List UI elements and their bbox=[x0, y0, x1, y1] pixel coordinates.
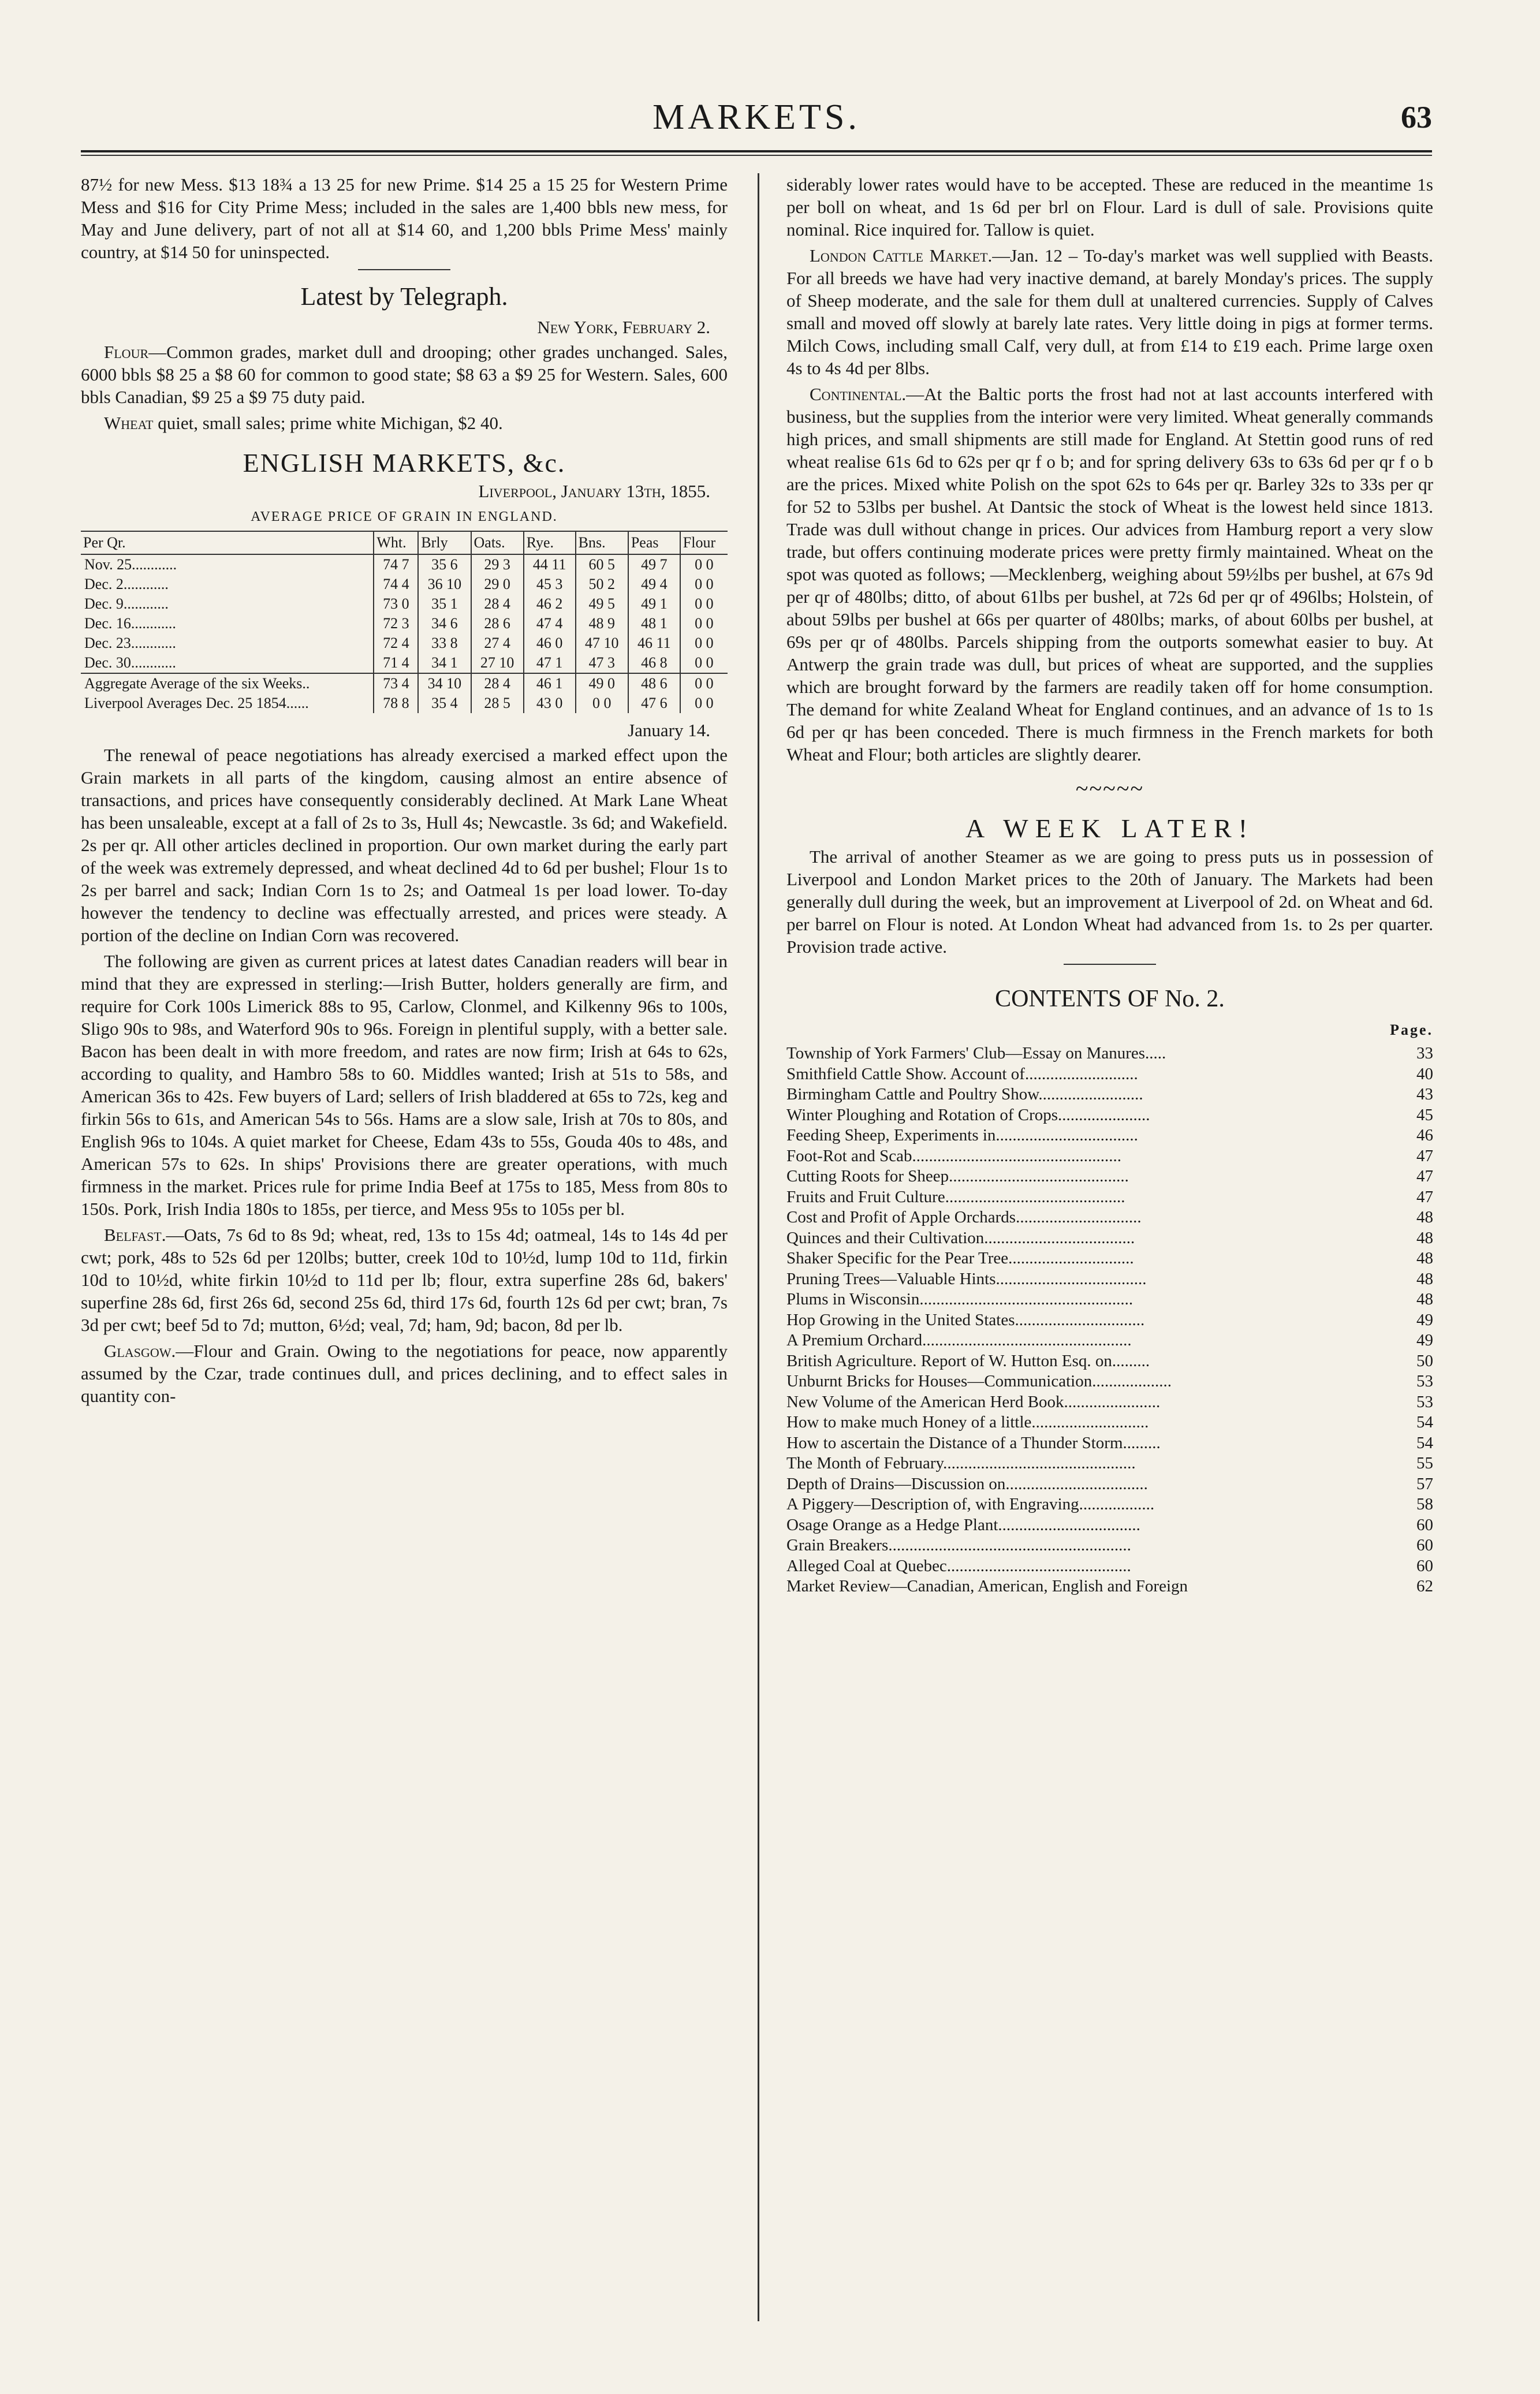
week-later-paragraph: The arrival of another Steamer as we are going to press puts us in possession of Liverpool and London Market prices to the 20th of January. The Markets had been generally dull during the week, but an improvement at Liverpool of 2d. on Wheat and 6d. per barrel on Flour is noted. At London Wheat had advanced from 1s. to 2s per quarter. Provision trade active. bbox=[786, 847, 1433, 957]
grain-table-cell: 35 4 bbox=[418, 693, 471, 713]
flour-paragraph bbox=[81, 341, 728, 408]
flour-label: Flour bbox=[104, 342, 149, 362]
contents-item bbox=[786, 1556, 1433, 1577]
contents-item-page: 60 bbox=[1416, 1536, 1433, 1554]
grain-table-body bbox=[81, 554, 728, 713]
contents-item bbox=[786, 1207, 1433, 1228]
wheat-text: quiet, small sales; prime white Michigan, $2 40. bbox=[153, 413, 503, 433]
grain-table-cell: 46 11 bbox=[628, 633, 680, 653]
contents-item bbox=[786, 1433, 1433, 1454]
contents-item-title: Alleged Coal at Quebec............................................ bbox=[786, 1556, 1131, 1575]
contents-list bbox=[786, 1043, 1433, 1597]
grain-table-cell: 35 1 bbox=[418, 594, 471, 614]
contents-item-page: 54 bbox=[1416, 1433, 1433, 1452]
grain-price-table bbox=[81, 531, 728, 713]
column-divider bbox=[758, 173, 759, 2321]
grain-table-cell: 28 4 bbox=[471, 673, 524, 693]
grain-table-cell: 35 6 bbox=[418, 554, 471, 575]
grain-table-cell: 0 0 bbox=[680, 693, 728, 713]
grain-table-row bbox=[81, 693, 728, 713]
continental-paragraph bbox=[786, 383, 1433, 766]
grain-table-cell: 34 10 bbox=[418, 673, 471, 693]
contents-item-title: Winter Ploughing and Rotation of Crops...................... bbox=[786, 1105, 1150, 1124]
contents-item-title: Pruning Trees—Valuable Hints.................................... bbox=[786, 1269, 1147, 1288]
contents-item-title: Township of York Farmers' Club—Essay on Manures..... bbox=[786, 1044, 1166, 1062]
contents-item bbox=[786, 1392, 1433, 1413]
grain-table-cell: 34 6 bbox=[418, 614, 471, 633]
contents-item bbox=[786, 1494, 1433, 1515]
grain-table-cell: 49 7 bbox=[628, 554, 680, 575]
contents-item-title: British Agriculture. Report of W. Hutton Esq. on......... bbox=[786, 1351, 1150, 1370]
grain-table-cell: 72 3 bbox=[374, 614, 418, 633]
contents-item-page: 43 bbox=[1416, 1085, 1433, 1103]
glasgow-label: Glasgow. bbox=[104, 1341, 176, 1361]
right-column bbox=[786, 173, 1433, 1597]
page-column-label: Page. bbox=[1390, 1021, 1433, 1038]
grain-table-cell: 0 0 bbox=[680, 614, 728, 633]
grain-table-cell: 45 3 bbox=[524, 575, 576, 594]
peace-paragraph: The renewal of peace negotiations has already exercised a marked effect upon the Grain markets in all parts of the kingdom, causing almost an entire absence of transactions, and prices have consequently considerably declined. At Mark Lane Wheat has been unsaleable, except at a fall of 2s to 3s, Hull 4s; Newcastle. 3s 6d; and Wakefield. 2s per qr. All other articles declined in proportion. Our own market during the early part of the week was extremely depressed, and wheat declined 4d to 6d per bushel; Flour 1s to 2s per barrel and sack; Indian Corn 1s to 2s; and Oatmeal 1s per load lower. To-day however the tendency to decline was effectually arrested, and prices were steady. A portion of the decline on Indian Corn was recovered. bbox=[81, 745, 728, 945]
contents-item-page: 53 bbox=[1416, 1392, 1433, 1411]
grain-table-row bbox=[81, 594, 728, 614]
page-number: 63 bbox=[1401, 100, 1432, 135]
contents-item-page: 48 bbox=[1416, 1290, 1433, 1308]
grain-table-cell: 0 0 bbox=[680, 673, 728, 693]
contents-item bbox=[786, 1043, 1433, 1064]
left-column bbox=[81, 173, 728, 1411]
grain-table-cell: Dec. 2............ bbox=[84, 576, 169, 592]
grain-col-header: Brly bbox=[418, 531, 471, 554]
grain-table-cell: 27 10 bbox=[471, 653, 524, 673]
grain-table-row bbox=[81, 575, 728, 594]
grain-table-cell: Dec. 9............ bbox=[84, 595, 169, 612]
contents-item-page: 46 bbox=[1416, 1126, 1433, 1144]
grain-table-cell: 34 1 bbox=[418, 653, 471, 673]
week-later-heading: A WEEK LATER! bbox=[965, 814, 1255, 843]
contents-item-title: Shaker Specific for the Pear Tree.............................. bbox=[786, 1249, 1134, 1267]
contents-item-page: 47 bbox=[1416, 1167, 1433, 1185]
newspaper-page bbox=[81, 87, 1432, 2339]
contents-item-page: 48 bbox=[1416, 1208, 1433, 1226]
grain-table-cell: 29 3 bbox=[471, 554, 524, 575]
contents-item-title: Fruits and Fruit Culture........................................... bbox=[786, 1187, 1125, 1206]
grain-table-cell: 48 1 bbox=[628, 614, 680, 633]
grain-col-header: Per Qr. bbox=[81, 531, 374, 554]
grain-col-header: Bns. bbox=[576, 531, 628, 554]
grain-table-cell: 43 0 bbox=[524, 693, 576, 713]
contents-item-page: 49 bbox=[1416, 1331, 1433, 1349]
glasgow-continued-paragraph: siderably lower rates would have to be accepted. These are reduced in the meantime 1s per boll on wheat, and 1s 6d per brl on Flour. Lard is dull of sale. Provisions quite nominal. Rice inquired for. Tallow is quiet. bbox=[786, 174, 1433, 240]
contents-item-title: Market Review—Canadian, American, English and Foreign bbox=[786, 1577, 1188, 1595]
contents-item bbox=[786, 1064, 1433, 1085]
cattle-text: —Jan. 12 – To-day's market was well supplied with Beasts. For all breeds we have had very inactive demand, at barely Monday's prices. The supply of Sheep moderate, and the sale for them dull at unaltered currencies. Supply of Calves small and moved off slowly at barely late rates. Very little doing in pigs at former terms. Milch Cows, including small Calf, very dull, at from £14 to £19 each. Prime large oxen 4s to 4s 4d per 8lbs. bbox=[786, 245, 1433, 378]
liverpool-dateline: Liverpool, January 13th, 1855. bbox=[478, 481, 710, 501]
grain-col-header: Peas bbox=[628, 531, 680, 554]
grain-table-cell: 44 11 bbox=[524, 554, 576, 575]
grain-table-cell: 33 8 bbox=[418, 633, 471, 653]
grain-table-row bbox=[81, 633, 728, 653]
contents-item-title: A Premium Orchard.................................................. bbox=[786, 1331, 1132, 1349]
contents-item-page: 57 bbox=[1416, 1474, 1433, 1493]
ornament-divider: ~~~~~ bbox=[1075, 775, 1144, 801]
contents-item-page: 48 bbox=[1416, 1228, 1433, 1247]
contents-heading: CONTENTS OF No. 2. bbox=[995, 986, 1225, 1012]
grain-table-cell: 47 10 bbox=[576, 633, 628, 653]
contents-item-title: New Volume of the American Herd Book....................... bbox=[786, 1392, 1161, 1411]
grain-table-cell: Liverpool Averages Dec. 25 1854...... bbox=[84, 695, 309, 711]
contents-item-page: 49 bbox=[1416, 1310, 1433, 1329]
contents-item bbox=[786, 1453, 1433, 1474]
contents-item bbox=[786, 1535, 1433, 1556]
contents-item-title: Depth of Drains—Discussion on.................................. bbox=[786, 1474, 1148, 1493]
contents-item bbox=[786, 1371, 1433, 1392]
contents-item-title: Osage Orange as a Hedge Plant.................................. bbox=[786, 1515, 1140, 1534]
cattle-paragraph bbox=[786, 244, 1433, 379]
grain-table-cell: 74 4 bbox=[374, 575, 418, 594]
contents-item-title: Unburnt Bricks for Houses—Communication................... bbox=[786, 1372, 1172, 1390]
grain-table-cell: 0 0 bbox=[680, 633, 728, 653]
grain-table-cell: Aggregate Average of the six Weeks.. bbox=[81, 673, 374, 693]
grain-table-cell: 49 1 bbox=[628, 594, 680, 614]
contents-item-page: 55 bbox=[1416, 1454, 1433, 1472]
current-prices-paragraph: The following are given as current prices at latest dates Canadian readers will bear in mind that they are expressed in sterling:—Irish Butter, holders generally are firm, and require for Cork 100s Limerick 88s to 95, Carlow, Clonmel, and Kilkenny 96s to 100s, Sligo 90s to 98s, and Waterford 90s to 96s. Foreign in plentiful supply, with a better sale. Bacon has been dealt in with more freedom, and rates are now firm; Irish at 64s to 62s, according to quality, and Hambro 58s to 60. Middles wanted; Irish at 51s to 58s, and American 36s to 42s. Few buyers of Lard; sellers of Irish bladdered at 65s to 72s, keg and firkin 56s to 61s, and American 54s to 56s. Hams are a slow sale, Irish at 70s to 80s, and English 96s to 104s. A quiet market for Cheese, Edam 43s to 55s, Gouda 40s to 48s, and American 57s to 62s. In ships' Provisions there are greater operations, with much firmness in the market. Prices rule for prime India Beef at 175s to 185, Mess from 80s to 150s. Pork, Irish India 180s to 185s, per tierce, and Mess 95s to 105s per bl. bbox=[81, 951, 728, 1219]
grain-table-cell: 73 4 bbox=[374, 673, 418, 693]
contents-item-page: 48 bbox=[1416, 1269, 1433, 1288]
week-later-section bbox=[786, 814, 1433, 958]
telegraph-dateline: New York, February 2. bbox=[537, 317, 710, 337]
grain-table-cell: 36 10 bbox=[418, 575, 471, 594]
contents-item-title: How to ascertain the Distance of a Thunder Storm......... bbox=[786, 1433, 1161, 1452]
grain-table-cell: 28 4 bbox=[471, 594, 524, 614]
contents-item bbox=[786, 1269, 1433, 1290]
contents-item-title: Birmingham Cattle and Poultry Show......................... bbox=[786, 1085, 1143, 1103]
wheat-label: Wheat bbox=[104, 413, 154, 433]
grain-table-cell: 0 0 bbox=[576, 693, 628, 713]
header-rule bbox=[81, 155, 1432, 156]
grain-table-cell: 74 7 bbox=[374, 554, 418, 575]
flour-text: —Common grades, market dull and drooping; other grades unchanged. Sales, 6000 bbls $8 25 a $8 60 for common to good state; $8 63 a $9 25 for Western. Sales, 600 bbls Canadian, $9 25 a $9 75 duty paid. bbox=[81, 342, 728, 407]
telegraph-heading: Latest by Telegraph. bbox=[300, 282, 508, 311]
grain-table-cell: 47 6 bbox=[628, 693, 680, 713]
grain-table-cell: 71 4 bbox=[374, 653, 418, 673]
contents-item-title: Cutting Roots for Sheep........................................... bbox=[786, 1167, 1129, 1185]
grain-table-cell: 49 5 bbox=[576, 594, 628, 614]
grain-table-cell: 48 6 bbox=[628, 673, 680, 693]
grain-table-cell: 46 2 bbox=[524, 594, 576, 614]
grain-col-header: Rye. bbox=[524, 531, 576, 554]
belfast-text: —Oats, 7s 6d to 8s 9d; wheat, red, 13s to 15s 4d; oatmeal, 14s to 14s 4d per cwt; pork, 48s to 52s 6d per 120lbs; butter, creek 10d to 10½d, lump 10d to 11d, firkin 10d to 10½d, white firkin 10½d to 11d per lb; flour, extra superfine 28s 6d, bakers' superfine 28s 6d, first 26s 6d, second 25s 6d, third 17s 6d, fourth 12s 6d per cwt; bran, 7s 3d per cwt; beef 5d to 7d; mutton, 6½d; veal, 7d; ham, 9d; bacon, 8d per lb. bbox=[81, 1225, 728, 1335]
contents-item bbox=[786, 1310, 1433, 1331]
contents-item-title: Smithfield Cattle Show. Account of........................... bbox=[786, 1064, 1138, 1083]
grain-table-cell: 78 8 bbox=[374, 693, 418, 713]
contents-item-title: A Piggery—Description of, with Engraving.................. bbox=[786, 1495, 1155, 1513]
contents-item-title: Foot-Rot and Scab.................................................. bbox=[786, 1146, 1121, 1165]
grain-table-cell: 27 4 bbox=[471, 633, 524, 653]
contents-item bbox=[786, 1125, 1433, 1146]
glasgow-text: —Flour and Grain. Owing to the negotiations for peace, now apparently assumed by the Czar, trade continues dull, and prices declining, and to effect sales in quantity con- bbox=[81, 1341, 728, 1406]
contents-item-page: 47 bbox=[1416, 1146, 1433, 1165]
grain-table-header bbox=[81, 531, 728, 554]
continental-text: —At the Baltic ports the frost had not at last accounts interfered with business, but the supplies from the interior were very limited. Wheat generally commands high prices, and small shipments are still made for England. At Stettin good runs of red wheat realise 61s 6d to 62s per qr f o b; and for spring delivery 63s to 63s 6d per qr f o b are the prices. Mixed white Polish on the spot 62s to 64s per qr. Barley 32s to 33s per qr for 52 to 53lbs per bushel. At Dantsic the stock of Wheat is the lowest held since 1813. Trade was dull without change in prices. Our advices from Hamburg report a very slow trade, but offers continuing moderate prices were pretty firmly maintained. Wheat on the spot was quoted as follows; —Mecklenberg, weighing about 59½lbs per bushel, at 67s 9d per qr of 480lbs; ditto, of about 61lbs per bushel, at 72s 6d per qr of 496lbs; Holstein, of about 59lbs per bushel at 66s per quarter of 480lbs; marks, of about 60lbs per bushel, at 69s per qr of 480lbs. Parcels shipping from the outports somewhat easier to buy. At Antwerp the grain trade was dull, but prices of wheat are supported, and the supplies which are brought forward by the farmers are readily taken off for home consumption. The demand for white Zealand Wheat for England continues, and an advance of 1s to 1s 6d per qr has been conceded. There is much firmness in the French markets for both Wheat and Flour; both articles are slightly dearer. bbox=[786, 384, 1433, 765]
contents-item bbox=[786, 1474, 1433, 1495]
page-title: MARKETS. bbox=[652, 98, 860, 137]
grain-table-cell: 0 0 bbox=[680, 554, 728, 575]
contents-item-page: 53 bbox=[1416, 1372, 1433, 1390]
contents-item bbox=[786, 1576, 1433, 1597]
grain-table-cell: Dec. 16............ bbox=[84, 615, 176, 632]
grain-table-cell: 28 5 bbox=[471, 693, 524, 713]
contents-item-page: 48 bbox=[1416, 1249, 1433, 1267]
january-14-dateline: January 14. bbox=[628, 720, 710, 740]
contents-item-title: Quinces and their Cultivation.................................... bbox=[786, 1228, 1135, 1247]
contents-item bbox=[786, 1330, 1433, 1351]
contents-item-page: 40 bbox=[1416, 1064, 1433, 1083]
contents-item-page: 58 bbox=[1416, 1495, 1433, 1513]
section-rule-2 bbox=[1064, 964, 1156, 965]
contents-item bbox=[786, 1084, 1433, 1105]
grain-table-cell: 46 8 bbox=[628, 653, 680, 673]
contents-item-page: 54 bbox=[1416, 1413, 1433, 1431]
grain-col-header: Oats. bbox=[471, 531, 524, 554]
wheat-paragraph bbox=[81, 412, 728, 434]
grain-table-cell: 0 0 bbox=[680, 594, 728, 614]
glasgow-paragraph bbox=[81, 1340, 728, 1407]
contents-item bbox=[786, 1289, 1433, 1310]
contents-item-title: Hop Growing in the United States............................... bbox=[786, 1310, 1145, 1329]
contents-item-page: 45 bbox=[1416, 1105, 1433, 1124]
grain-table-cell: 28 6 bbox=[471, 614, 524, 633]
grain-col-header: Flour bbox=[680, 531, 728, 554]
grain-table-row bbox=[81, 554, 728, 575]
cattle-label: London Cattle Market. bbox=[810, 245, 993, 266]
continental-label: Continental. bbox=[810, 384, 907, 404]
contents-item-page: 60 bbox=[1416, 1515, 1433, 1534]
contents-item-page: 47 bbox=[1416, 1187, 1433, 1206]
grain-table-cell: 46 0 bbox=[524, 633, 576, 653]
contents-item-title: Plums in Wisconsin................................................... bbox=[786, 1290, 1133, 1308]
contents-item-title: Feeding Sheep, Experiments in.................................. bbox=[786, 1126, 1138, 1144]
contents-item bbox=[786, 1146, 1433, 1167]
contents-item-title: The Month of February.............................................. bbox=[786, 1454, 1136, 1472]
grain-table-cell: 73 0 bbox=[374, 594, 418, 614]
grain-table-cell: 72 4 bbox=[374, 633, 418, 653]
grain-table-cell: 47 3 bbox=[576, 653, 628, 673]
grain-table-cell: 49 0 bbox=[576, 673, 628, 693]
grain-table-cell: Nov. 25............ bbox=[84, 556, 177, 573]
belfast-paragraph bbox=[81, 1224, 728, 1336]
contents-item bbox=[786, 1187, 1433, 1208]
grain-table-row bbox=[81, 653, 728, 673]
grain-col-header: Wht. bbox=[374, 531, 418, 554]
grain-table-cell: 0 0 bbox=[680, 575, 728, 594]
grain-table-cell: 48 9 bbox=[576, 614, 628, 633]
grain-table-row bbox=[81, 673, 728, 693]
contents-item-title: Grain Breakers.......................................................... bbox=[786, 1536, 1131, 1554]
grain-table-row bbox=[81, 614, 728, 633]
contents-item-title: Cost and Profit of Apple Orchards.............................. bbox=[786, 1208, 1142, 1226]
english-markets-heading: ENGLISH MARKETS, &c. bbox=[243, 448, 566, 478]
grain-table-cell: 49 4 bbox=[628, 575, 680, 594]
grain-table-cell: 46 1 bbox=[524, 673, 576, 693]
grain-table-cell: 47 4 bbox=[524, 614, 576, 633]
contents-item bbox=[786, 1228, 1433, 1249]
grain-table-cell: 50 2 bbox=[576, 575, 628, 594]
contents-item-page: 60 bbox=[1416, 1556, 1433, 1575]
page-header bbox=[81, 87, 1432, 152]
contents-item bbox=[786, 1166, 1433, 1187]
contents-item-page: 50 bbox=[1416, 1351, 1433, 1370]
contents-section bbox=[786, 988, 1433, 1597]
contents-item bbox=[786, 1412, 1433, 1433]
grain-table-cell: 0 0 bbox=[680, 653, 728, 673]
contents-item-page: 62 bbox=[1416, 1577, 1433, 1595]
contents-item-title: How to make much Honey of a little............................ bbox=[786, 1413, 1149, 1431]
contents-item bbox=[786, 1515, 1433, 1536]
provisions-paragraph: 87½ for new Mess. $13 18¾ a 13 25 for new Prime. $14 25 a 15 25 for Western Prime Mess and $16 for City Prime Mess; included in the sales are 1,400 bbls new mess, for May and June delivery, part of not all at $14 60, and 1,200 bbls Prime Mess' mainly country, at $14 50 for uninspected. bbox=[81, 174, 728, 262]
belfast-label: Belfast. bbox=[104, 1225, 166, 1245]
section-rule bbox=[358, 269, 450, 270]
grain-table-cell: 47 1 bbox=[524, 653, 576, 673]
contents-item-page: 33 bbox=[1416, 1044, 1433, 1062]
grain-table-cell: 60 5 bbox=[576, 554, 628, 575]
contents-item bbox=[786, 1248, 1433, 1269]
grain-table-cell: Dec. 30............ bbox=[84, 654, 176, 671]
contents-item bbox=[786, 1105, 1433, 1126]
grain-table-title: AVERAGE PRICE OF GRAIN IN ENGLAND. bbox=[251, 509, 558, 524]
grain-table-cell: Dec. 23............ bbox=[84, 635, 176, 651]
grain-table-cell: 29 0 bbox=[471, 575, 524, 594]
contents-item bbox=[786, 1351, 1433, 1372]
